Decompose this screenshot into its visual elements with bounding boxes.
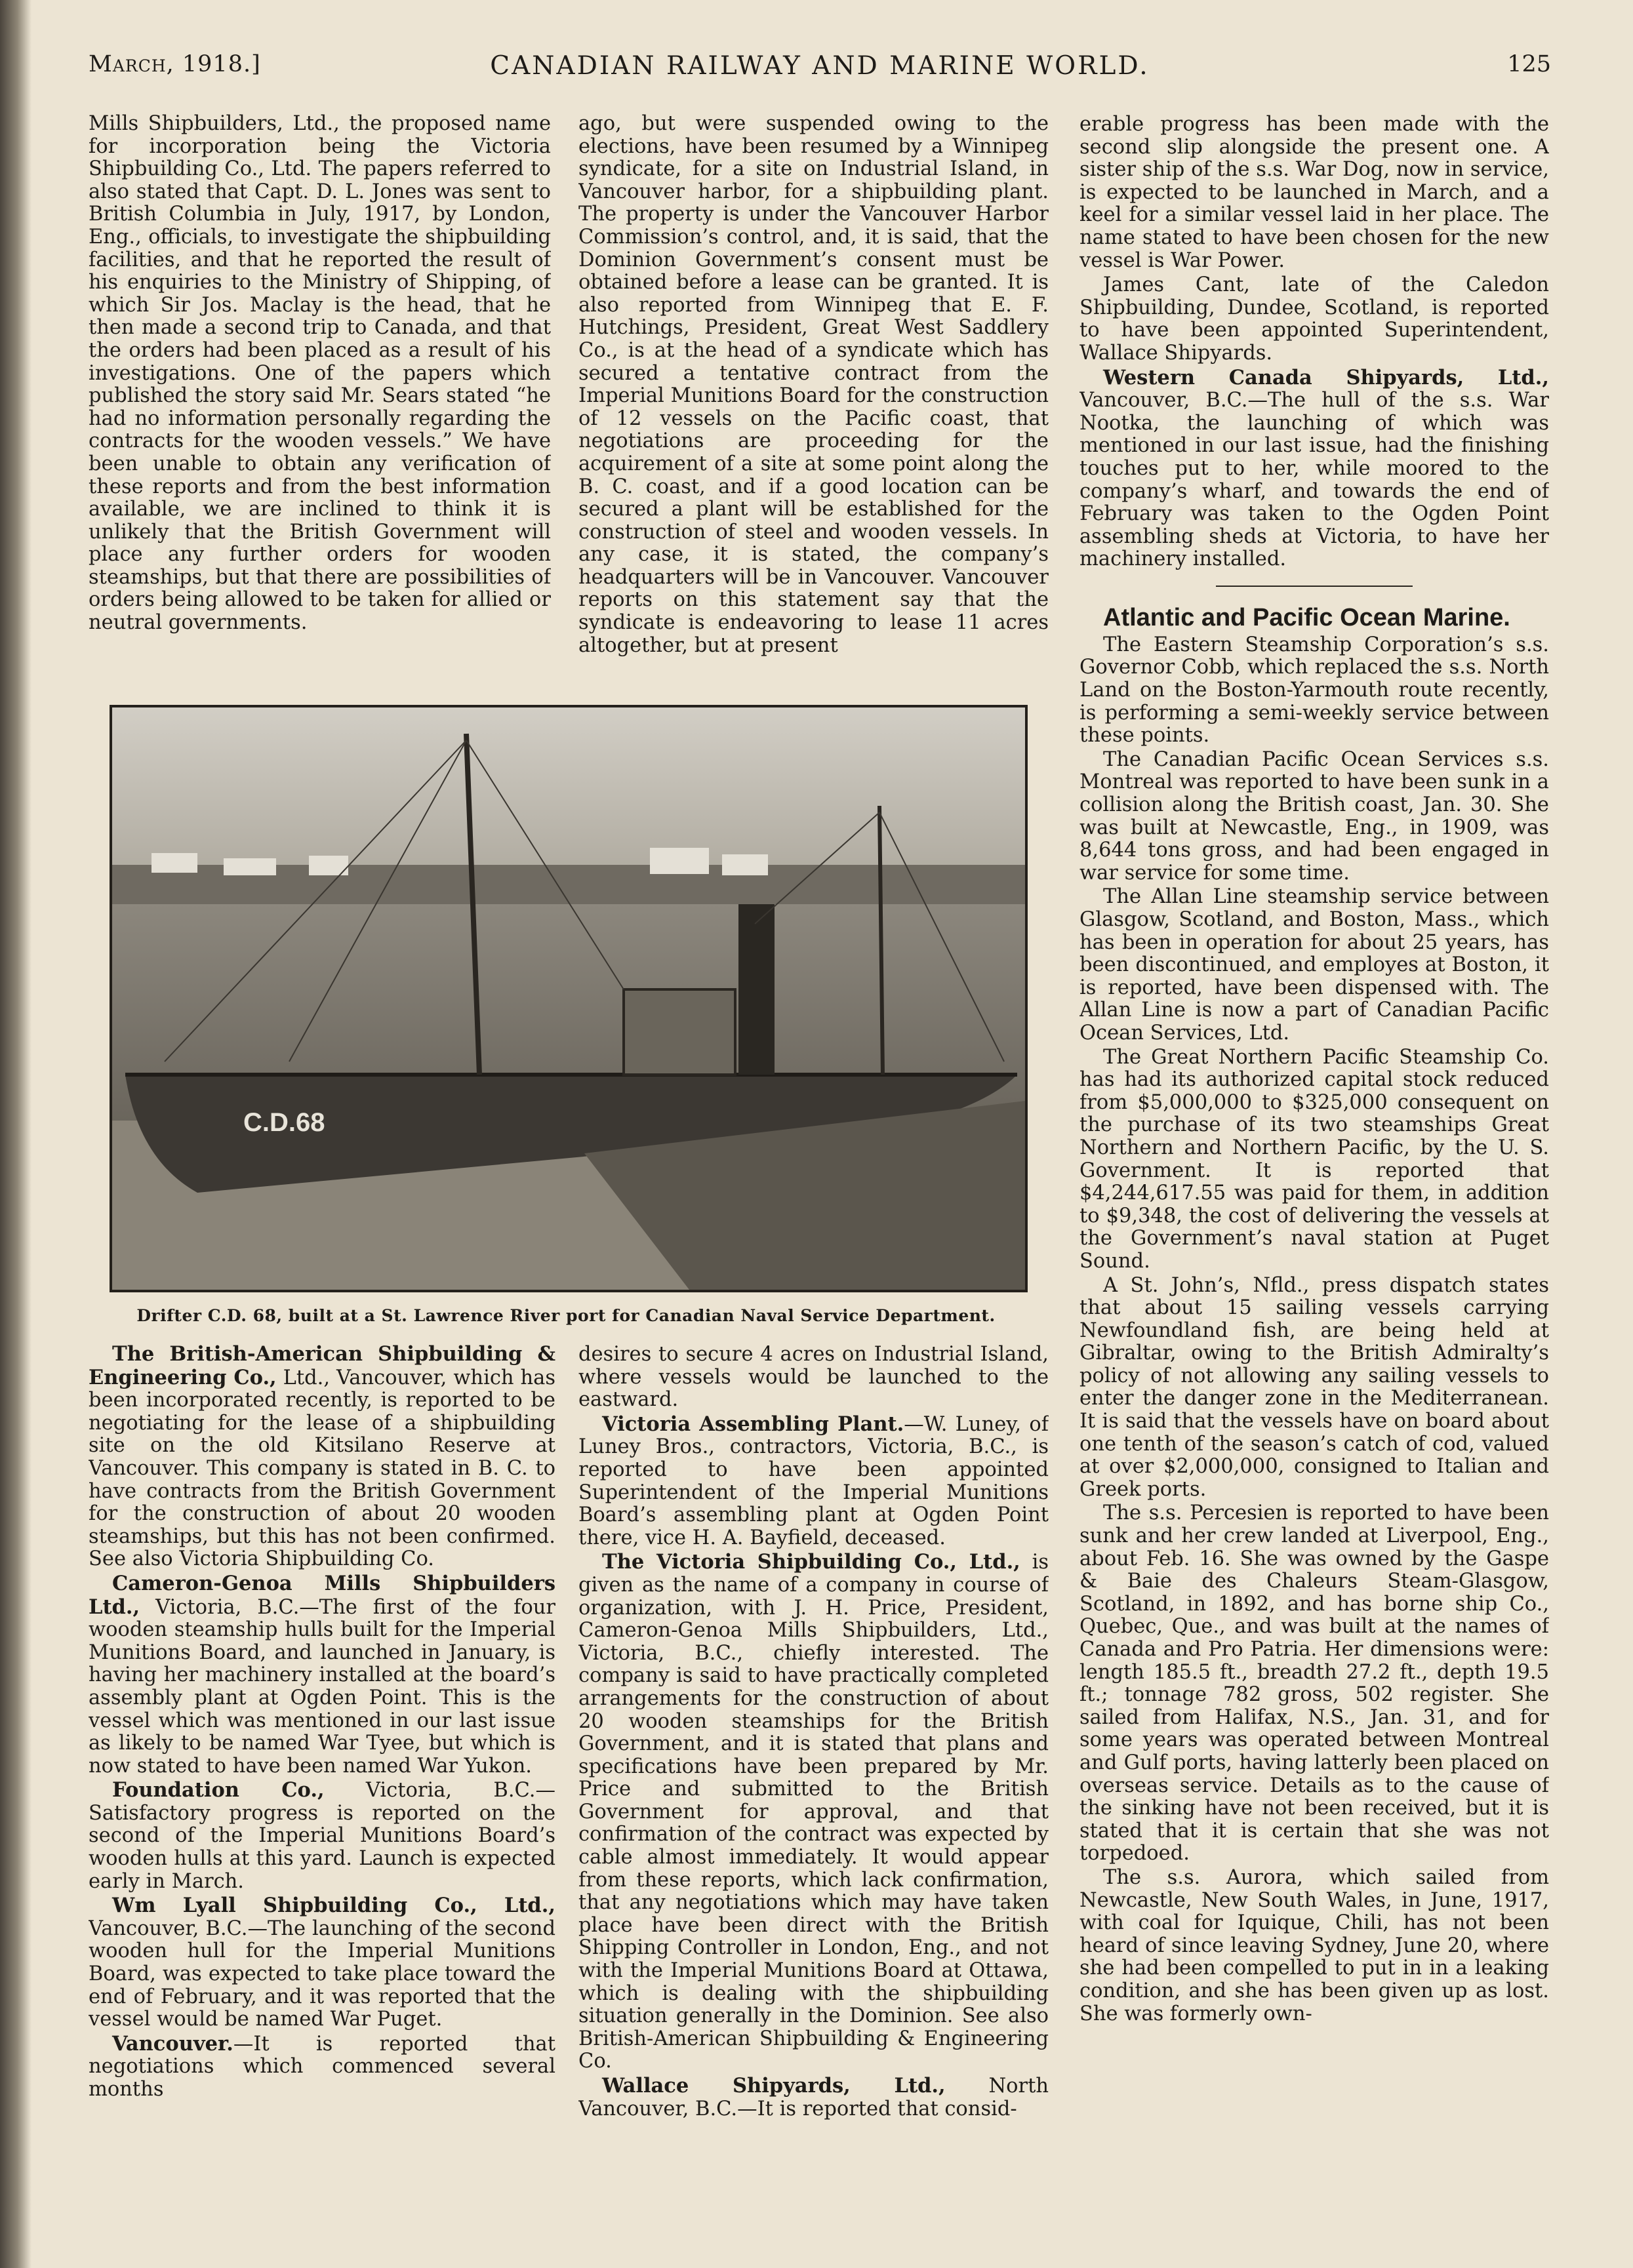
column-1-top — [89, 113, 551, 690]
header-title: CANADIAN RAILWAY AND MARINE WORLD. — [490, 51, 1150, 81]
drifter-photograph — [110, 705, 1028, 1292]
article-paragraph: The s.s. Aurora, which sailed from Newcastle, New South Wales, in June, 1917, with coal for Iquique, Chili, has not been heard of since leaving Sydney, June 20, where she had been compelled to put in in a leaking condition, and she has been given up as lost. She was formerly own- — [1079, 1865, 1549, 2025]
drifter-photo-illustration — [112, 707, 1025, 1290]
column-2-top — [578, 113, 1049, 690]
article-paragraph: The Great Northern Pacific Steamship Co. has had its authorized capital stock reduced from $5,000,000 to $325,000 consequent on the purchase of its two steamships Great Northern and Northern Pacific, by the U. S. Government. It is reported that $4,244,617.55 was paid for them, in addition to $9,348, the cost of delivering the vessels at the Government’s naval station at Puget Sound. — [1079, 1045, 1549, 1273]
photo-caption: Drifter C.D. 68, built at a St. Lawrence River port for Canadian Naval Service Department. — [136, 1306, 996, 1325]
article-paragraph: Vancouver.—It is reported that negotiations which commenced several months — [89, 2031, 555, 2101]
article-paragraph: The British-American Shipbuilding & Engineering Co., Ltd., Vancouver, which has been incorporated recently, is reported to be negotiating for the lease of a shipbuilding site on the old Kitsilano Reserve at Vancouver. This company is stated in B. C. to have contracts from the British Government for the construction of about 20 wooden steamships, but this has not been confirmed. See also Victoria Shipbuilding Co. — [89, 1343, 555, 1571]
hull-marking: C.D.68 — [243, 1108, 325, 1137]
section-divider — [1216, 586, 1413, 587]
article-paragraph: Wm Lyall Shipbuilding Co., Ltd., Vancouver, B.C.—The launching of the second wooden hull for the Imperial Munitions Board, was expected to take place toward the end of February, and it was reported that the vessel would be named War Puget. — [89, 1894, 555, 2031]
column-3 — [1079, 113, 1549, 2189]
article-paragraph: The Eastern Steamship Corporation’s s.s. Governor Cobb, which replaced the s.s. North Land on the Boston-Yarmouth route recently, is performing a semi-weekly service between these points. — [1079, 633, 1549, 747]
article-paragraph: Cameron-Genoa Mills Shipbuilders Ltd., Victoria, B.C.—The first of the four wooden steamship hulls built for the Imperial Munitions Board, and launched in January, is having her machinery installed at the board’s assembly plant at Ogden Point. This is the vessel which was mentioned in our last issue as likely to be named War Tyee, but which is now stated to have been named War Yukon. — [89, 1571, 555, 1778]
article-paragraph: erable progress has been made with the second slip alongside the present one. A sister ship of the s.s. War Dog, now in service, is expected to be launched in March, and a keel for a similar vessel laid in her place. The name stated to have been chosen for the new vessel is War Power. — [1079, 113, 1549, 272]
article-paragraph: Mills Shipbuilders, Ltd., the proposed name for incorporation being the Victoria Shipbuilding Co., Ltd. The papers referred to also stated that Capt. D. L. Jones was sent to British Columbia in July, 1917, by London, Eng., officials, to investigate the shipbuilding facilities, and that he reported the result of his enquiries to the Ministry of Shipping, of which Sir Jos. Maclay is the head, that he then made a second trip to Canada, and that the orders had been placed as a result of his investigations. One of the papers which published the story said Mr. Sears stated “he had no information personally regarding the contracts for the wooden vessels.” We have been unable to obtain any verification of these reports and from the best information available, we are inclined to think it is unlikely that the British Government will place any further orders for wooden steamships, but that there are possibilities of orders being allowed to be taken for allied or neutral governments. — [89, 113, 551, 635]
article-paragraph: The Canadian Pacific Ocean Services s.s. Montreal was reported to have been sunk in a collision along the British coast, Jan. 30. She was built at Newcastle, Eng., in 1909, was 8,644 tons gross, and had been engaged in war service for some time. — [1079, 747, 1549, 885]
column-1-bottom — [89, 1343, 555, 2189]
article-paragraph: desires to secure 4 acres on Industrial Island, where vessels would be launched to the eastward. — [578, 1343, 1049, 1412]
article-paragraph: Wallace Shipyards, Ltd., North Vancouver, B.C.—It is reported that consid- — [578, 2074, 1049, 2120]
article-paragraph: The s.s. Percesien is reported to have been sunk and her crew landed at Liverpool, Eng., about Feb. 16. She was owned by the Gaspe & Baie des Chaleurs Steam-Glasgow, Scotland, in 1892, and has borne ship Co., Quebec, Que., and was built at the names of Canada and Pro Patria. Her dimensions were: length 185.5 ft., breadth 27.2 ft., depth 19.5 ft.; tonnage 782 gross, 502 register. She sailed from Halifax, N.S., Jan. 31, and for some years was operated between Montreal and Gulf ports, having latterly been placed on overseas service. Details as to the cause of the sinking have not been received, but it is stated that it is certain that she was not torpedoed. — [1079, 1502, 1549, 1865]
funnel — [738, 904, 775, 1075]
page-number: 125 — [1507, 51, 1551, 77]
section-heading: Atlantic and Pacific Ocean Marine. — [1103, 603, 1510, 631]
article-paragraph: A St. John’s, Nfld., press dispatch states that about 15 sailing vessels carrying Newfoundland fish, are being held at Gibraltar, owing to the British Admiralty’s policy of not allowing any sailing vessels to enter the danger zone in the Mediterranean. It is said that the vessels have on board about one tenth of the season’s catch of cod, valued at over $2,000,000, consigned to Italian and Greek ports. — [1079, 1273, 1549, 1501]
article-paragraph: The Victoria Shipbuilding Co., Ltd., is given as the name of a company in course of organization, with J. H. Price, President, Cameron-Genoa Mills Shipbuilders, Ltd., Victoria, B.C., chiefly interested. The company is said to have practically completed arrangements for the construction of about 20 wooden steamships for the British Government, and it is stated that plans and specifications have been prepared by Mr. Price and submitted to the British Government for approval, and that confirmation of the contract was expected by cable almost immediately. It would appear from these reports, which lack confirmation, that any negotiations which may have taken place have been direct with the British Shipping Controller in London, Eng., and not with the Imperial Munitions Board at Ottawa, which is dealing with the shipbuilding situation generally in the Dominion. See also British-American Shipbuilding & Engineering Co. — [578, 1550, 1049, 2073]
column-2-bottom — [578, 1343, 1049, 2189]
article-paragraph: Victoria Assembling Plant.—W. Luney, of Luney Bros., contractors, Victoria, B.C., is reported to have been appointed Superintendent of the Imperial Munitions Board’s assembling plant at Ogden Point there, vice H. A. Bayfield, deceased. — [578, 1412, 1049, 1549]
article-paragraph: Foundation Co., Victoria, B.C.—Satisfactory progress is reported on the second of the Imperial Munitions Board’s wooden hulls at this yard. Launch is expected early in March. — [89, 1778, 555, 1893]
article-paragraph: The Allan Line steamship service between Glasgow, Scotland, and Boston, Mass., which has been in operation for about 25 years, has been discontinued, and employes at Boston, it is reported, have been dispensed with. The Allan Line is now a part of Canadian Pacific Ocean Services, Ltd. — [1079, 885, 1549, 1044]
article-paragraph: James Cant, late of the Caledon Shipbuilding, Dundee, Scotland, is reported to have been appointed Superintendent, Wallace Shipyards. — [1079, 273, 1549, 365]
wheelhouse — [624, 989, 735, 1075]
header-date: March, 1918.] — [89, 51, 261, 77]
article-paragraph: ago, but were suspended owing to the elections, have been resumed by a Winnipeg syndicate, for a site on Industrial Island, in Vancouver harbor, for a shipbuilding plant. The property is under the Vancouver Harbor Commission’s control, and, it is said, that the Dominion Government’s consent must be obtained before a lease can be granted. It is also reported from Winnipeg that E. F. Hutchings, President, Great West Saddlery Co., is at the head of a syndicate which has secured a tentative contract from the Imperial Munitions Board for the construction of 12 vessels on the Pacific coast, that negotiations are proceeding for the acquirement of a site at some point along the B. C. coast, and if a good location can be secured a plant will be established for the construction of steel and wooden vessels. In any case, it is stated, the company’s headquarters will be in Vancouver. Vancouver reports on this statement say that the syndicate is endeavoring to lease 11 acres altogether, but at present — [578, 113, 1049, 657]
running-header — [89, 51, 1551, 84]
article-paragraph: Western Canada Shipyards, Ltd., Vancouver, B.C.—The hull of the s.s. War Nootka, the launching of which was mentioned in our last issue, had the finishing touches put to her, while moored to the company’s wharf, and towards the end of February was taken to the Ogden Point assembling sheds at Victoria, to have her machinery installed. — [1079, 365, 1549, 571]
page-gutter-shadow — [0, 0, 31, 2268]
